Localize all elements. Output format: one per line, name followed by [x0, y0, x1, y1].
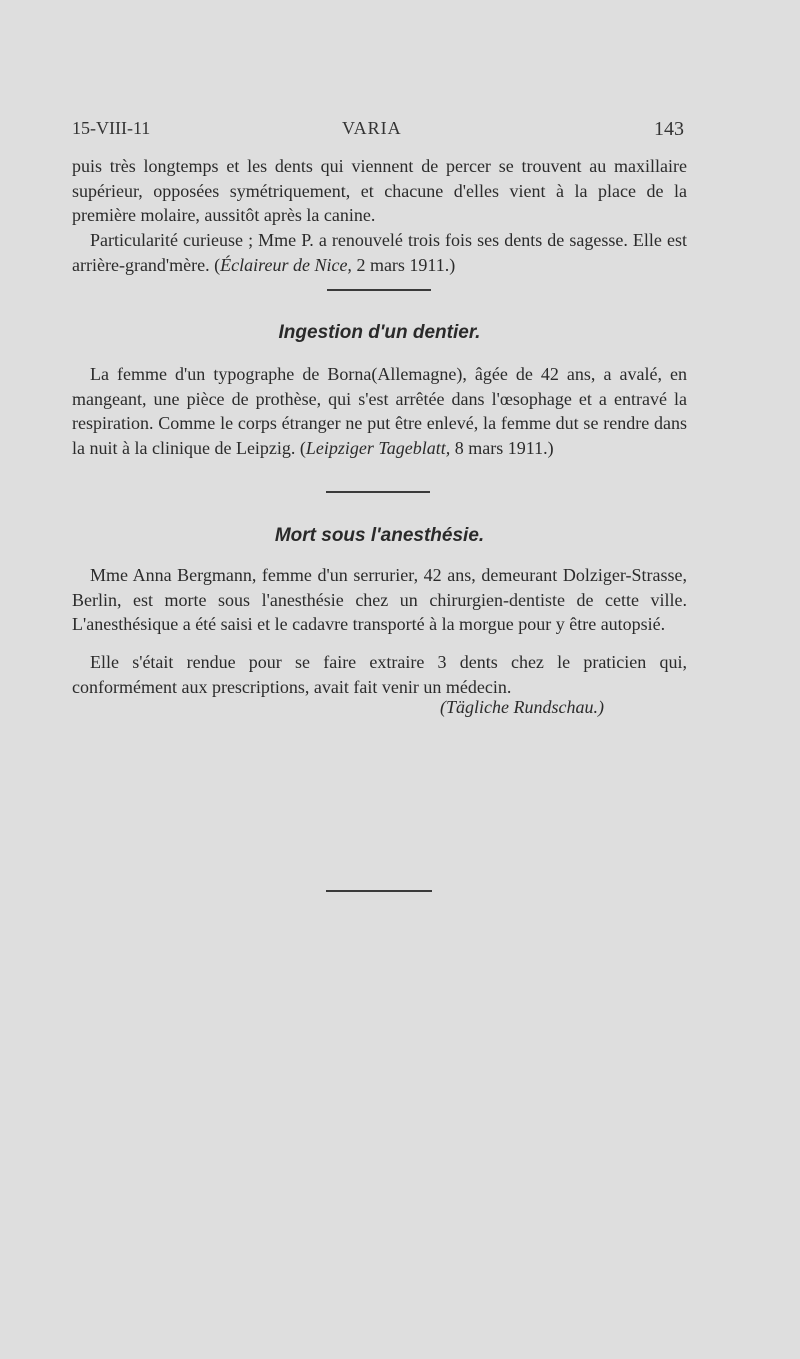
article-2-paragraph-2 [72, 650, 687, 699]
running-head-section: VARIA [342, 118, 402, 138]
article-2-title: Mort sous l'anesthésie. [274, 525, 485, 546]
article-1-body [72, 362, 687, 460]
section-divider [327, 289, 431, 291]
section-divider [326, 491, 430, 493]
intro-paragraph-1 [72, 154, 687, 228]
intro-paragraph-2-text: Particularité curieuse ; Mme P. a renouvelé trois fois ses dents de sagesse. Elle est arrière-grand'mère. ( [72, 230, 687, 275]
page-number: 143 [654, 118, 684, 140]
article-2-paragraph-2-text: Elle s'était rendue pour se faire extraire 3 dents chez le praticien qui, conformément aux prescriptions, avait fait venir un médecin. [72, 652, 687, 697]
intro-paragraph-2 [72, 228, 687, 277]
intro-paragraph-1-text: puis très longtemps et les dents qui viennent de percer se trouvent au maxillaire supérieur, opposées symétriquement, et chacune d'elles vient à la place de la première molaire, aussitôt après la canine. [72, 156, 687, 225]
article-2-paragraph-1 [72, 563, 687, 637]
article-1-title: Ingestion d'un dentier. [278, 322, 481, 343]
article-2-paragraph-1-text: Mme Anna Bergmann, femme d'un serrurier, 42 ans, demeurant Dolziger-Strasse, Berlin, est morte sous l'anesthésie chez un chirurgien-dentiste de cette ville. L'anesthésique a été saisi et le cadavre transporté à la morgue pour y être autopsié. [72, 565, 687, 634]
article-1-source: Leipziger Tageblatt, [305, 437, 451, 458]
intro-source: Éclaireur de Nice, [220, 254, 352, 275]
article-2-source: (Tägliche Rundschau.) [440, 697, 604, 717]
end-divider [326, 890, 432, 892]
running-head-date: 15-VIII-11 [72, 118, 151, 138]
article-1-source-date: 8 mars 1911.) [450, 437, 554, 458]
article-1-body-text: La femme d'un typographe de Borna(Allemagne), âgée de 42 ans, a avalé, en mangeant, une pièce de prothèse, qui s'est arrêtée dans l'œsophage et a entravé la respiration. Comme le corps étranger ne put être enlevé, la femme dut se rendre dans la nuit à la clinique de Leipzig. ( [72, 364, 687, 458]
running-head [72, 118, 684, 146]
intro-source-date: 2 mars 1911.) [351, 254, 456, 275]
